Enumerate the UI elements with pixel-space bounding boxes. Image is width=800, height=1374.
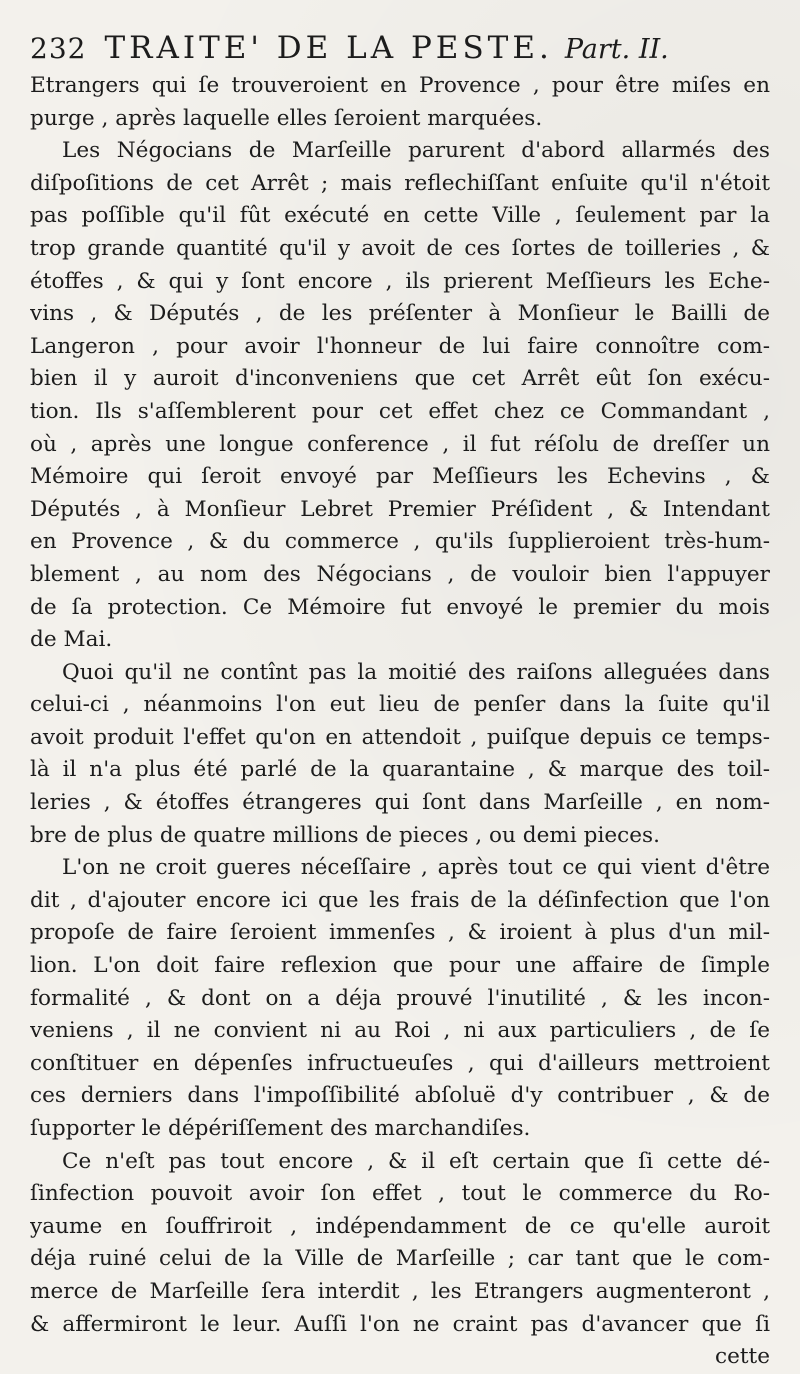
text-line: tion. Ils s'aſſemblerent pour cet effet chez ce Commandant , [30, 398, 770, 424]
text-line: de Mai. [30, 627, 113, 653]
text-line: veniens , il ne convient ni au Roi , ni aux particuliers , de ſe [30, 1018, 770, 1044]
catchword: cette [714, 1344, 770, 1370]
text-line: trop grande quantité qu'il y avoit de ces ſortes de toilleries , & [30, 235, 770, 261]
part-label: Part. II. [564, 34, 669, 65]
text-line: leries , & étoffes étrangeres qui ſont dans Marſeille , en nom- [30, 790, 770, 816]
text-line: bre de plus de quatre millions de pieces , ou demi pieces. [30, 822, 660, 848]
text-line: pas poſſible qu'il fût exécuté en cette Ville , ſeulement par la [30, 203, 770, 229]
text-line: L'on ne croit gueres néceſſaire , après tout ce qui vient d'être [62, 855, 770, 881]
text-line: celui-ci , néanmoins l'on eut lieu de penſer dans la ſuite qu'il [30, 692, 770, 718]
text-line: ces derniers dans l'impoſſibilité abſoluë d'y contribuer , & de [30, 1083, 770, 1109]
text-line: propoſe de faire ſeroient immenſes , & iroient à plus d'un mil- [30, 920, 770, 946]
text-line: là il n'a plus été parlé de la quarantaine , & marque des toil- [30, 757, 770, 783]
text-line: où , après une longue conference , il fut réſolu de dreſſer un [30, 431, 770, 457]
text-line: lion. L'on doit faire reflexion que pour une affaire de ſimple [30, 953, 770, 979]
text-line: vins , & Députés , de les préſenter à Monſieur le Bailli de [30, 301, 770, 327]
page-header [30, 30, 770, 68]
text-line: Députés , à Monſieur Lebret Premier Préſident , & Intendant [30, 496, 770, 522]
text-line: en Provence , & du commerce , qu'ils ſupplieroient très-hum- [30, 529, 770, 555]
text-line: ſinfection pouvoit avoir ſon effet , tout le commerce du Ro- [30, 1181, 770, 1207]
text-line: Les Négocians de Marſeille parurent d'abord allarmés des [62, 138, 770, 164]
page-number: 232 [30, 32, 87, 65]
text-line: blement , au nom des Négocians , de vouloir bien l'appuyer [30, 561, 770, 587]
text-line: yaume en ſouffriroit , indépendamment de ce qu'elle auroit [30, 1213, 770, 1239]
text-line: déja ruiné celui de la Ville de Marſeille ; car tant que le com- [30, 1246, 770, 1272]
text-line: conſtituer en dépenſes infructueuſes , qui d'ailleurs mettroient [30, 1050, 770, 1076]
text-line: étoffes , & qui y ſont encore , ils prierent Meſſieurs les Eche- [30, 268, 770, 294]
text-line: Quoi qu'il ne contînt pas la moitié des raiſons alleguées dans [62, 659, 770, 685]
text-line: bien il y auroit d'inconveniens que cet Arrêt eût ſon exécu- [30, 366, 770, 392]
running-title: TRAITE' DE LA PESTE. [104, 30, 553, 66]
text-line: merce de Marſeille ſera interdit , les Etrangers augmenteront , [30, 1278, 770, 1304]
text-line: purge , après laquelle elles ſeroient marquées. [30, 105, 543, 131]
text-line: Etrangers qui ſe trouveroient en Provence , pour être miſes en [30, 73, 770, 98]
text-line: ſupporter le dépériſſement des marchandiſes. [30, 1116, 531, 1141]
text-line: diſpoſitions de cet Arrêt ; mais reflechiſſant enſuite qu'il n'étoit [30, 170, 770, 196]
text-line: dit , d'ajouter encore ici que les frais de la déſinfection que l'on [30, 887, 770, 913]
text-line: formalité , & dont on a déja prouvé l'inutilité , & les incon- [30, 985, 770, 1011]
text-line: Ce n'eſt pas tout encore , & il eſt certain que ſi cette dé- [62, 1148, 770, 1174]
text-line: & affermiront le leur. Auſſi l'on ne craint pas d'avancer que ſi [30, 1311, 770, 1337]
text-line: de ſa protection. Ce Mémoire fut envoyé le premier du mois [30, 594, 770, 620]
body-text [30, 70, 770, 1374]
text-line: Mémoire qui ſeroit envoyé par Meſſieurs les Echevins , & [30, 464, 770, 490]
text-line: Langeron , pour avoir l'honneur de lui faire connoître com- [30, 333, 770, 359]
text-line: avoit produit l'effet qu'on en attendoit , puiſque depuis ce temps- [30, 724, 770, 750]
